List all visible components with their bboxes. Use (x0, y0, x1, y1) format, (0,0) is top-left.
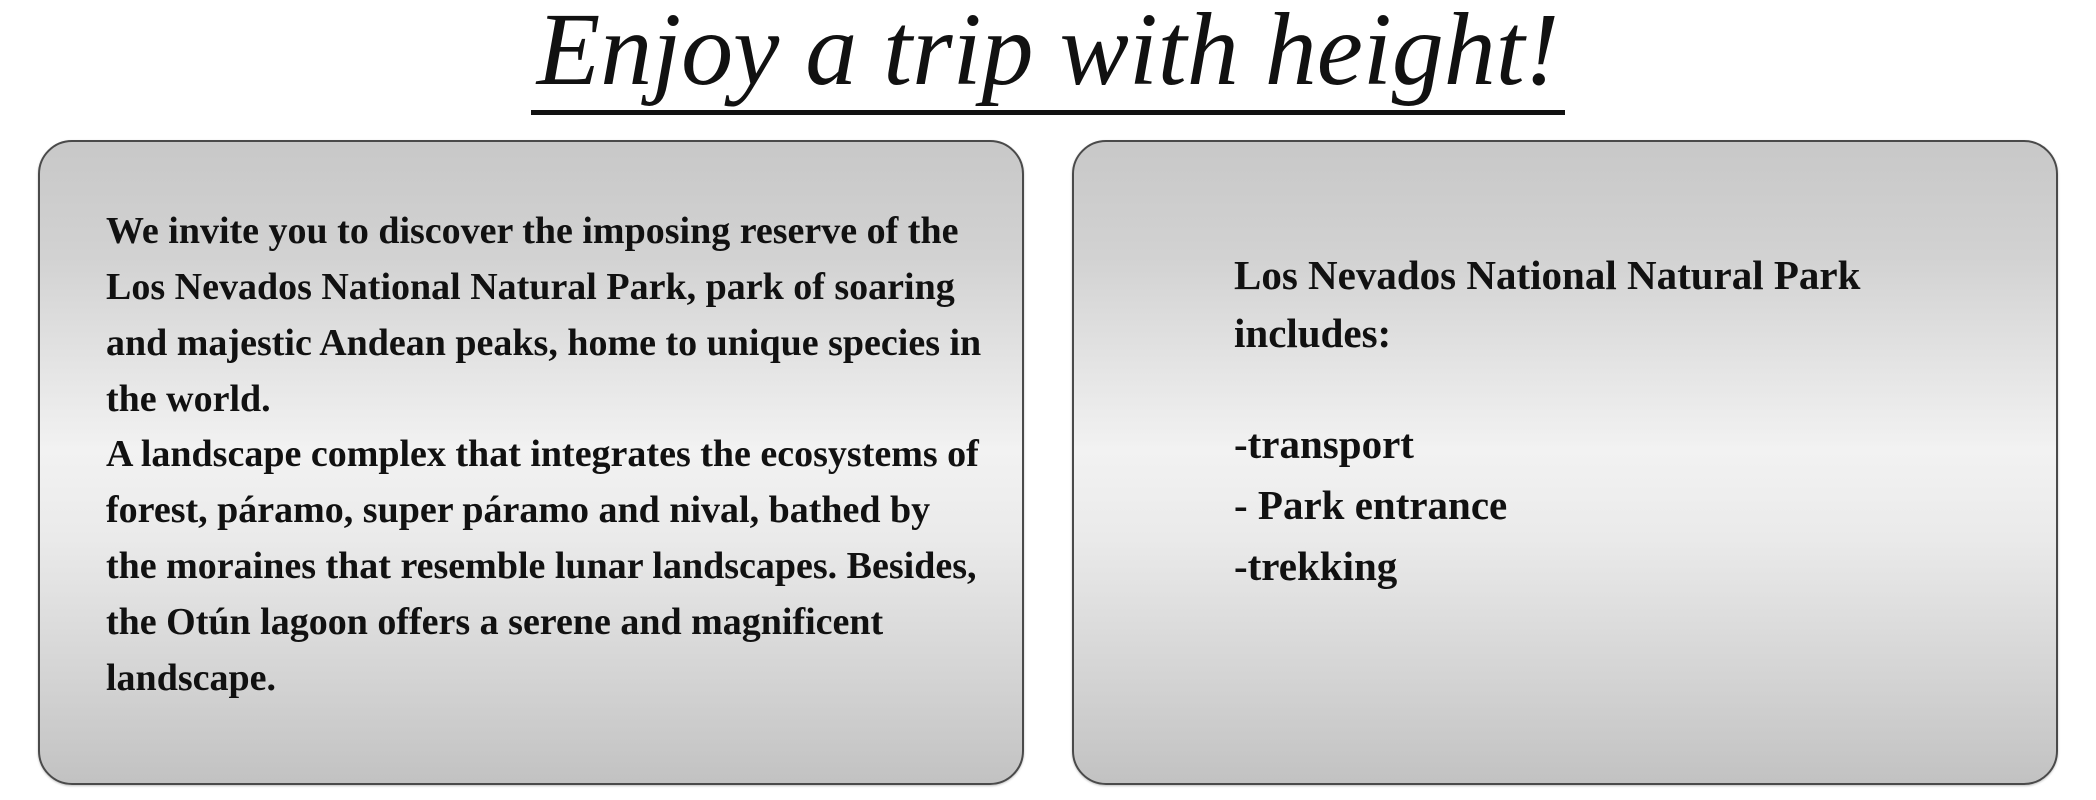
list-item: -transport (1234, 421, 1414, 468)
description-card-body (40, 142, 1022, 759)
includes-card (1072, 140, 2058, 785)
description-paragraph-2: A landscape complex that integrates the ecosystems of forest, páramo, super páramo and nival, bathed by the moraines that resemble lunar landscapes. Besides, the Otún lagoon offers a serene and magnificent landscape. (106, 433, 979, 699)
includes-list (1234, 414, 2016, 596)
content-cards-row (38, 140, 2058, 785)
list-item: -trekking (1234, 542, 1398, 589)
includes-heading: Los Nevados National Natural Park includes: (1234, 252, 1861, 357)
description-paragraph-1: We invite you to discover the imposing reserve of the Los Nevados National Natural Park, park of soaring and majestic Andean peaks, home to unique species in the world. (106, 210, 982, 420)
includes-card-body (1074, 142, 2056, 648)
page-title-container (0, 0, 2096, 115)
page-title: Enjoy a trip with height! (531, 0, 1566, 115)
list-item: - Park entrance (1234, 482, 1508, 529)
description-card (38, 140, 1024, 785)
